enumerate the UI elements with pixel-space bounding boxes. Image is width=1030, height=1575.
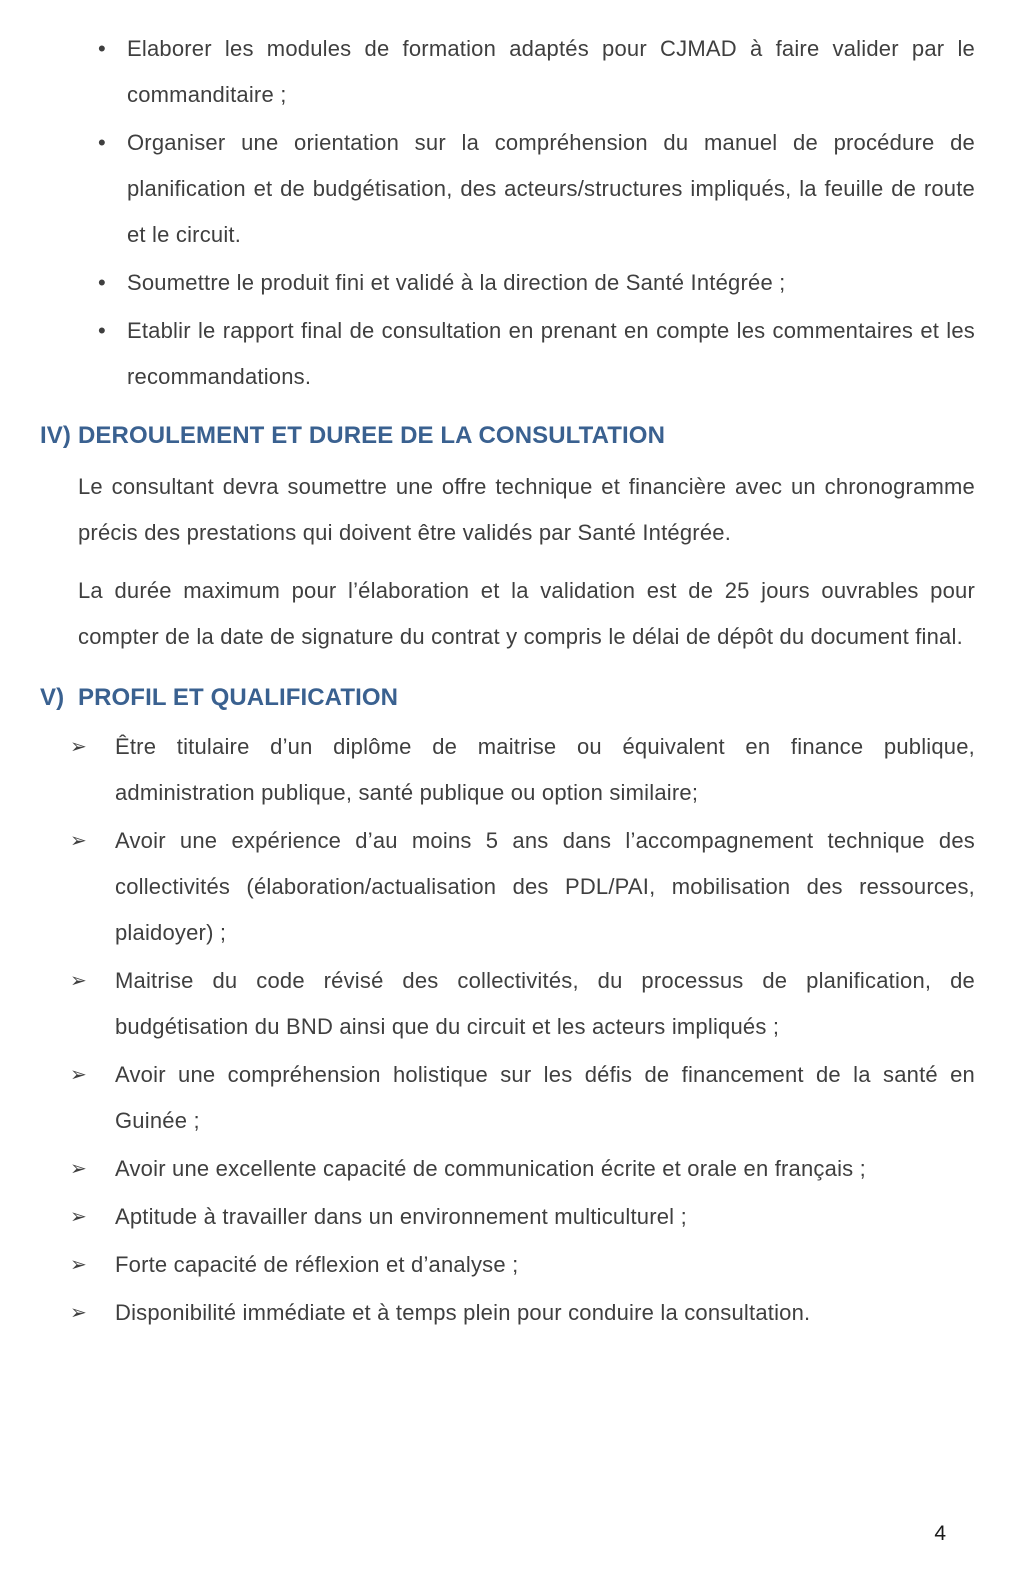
list-item-text: Être titulaire d’un diplôme de maitrise ou équivalent en finance publique, administration publique, santé publique ou option similaire; xyxy=(115,734,975,805)
list-item-text: Etablir le rapport final de consultation en prenant en compte les commentaires et les recommandations. xyxy=(127,318,975,389)
list-item xyxy=(40,724,975,816)
arrow-bullet-icon: ➢ xyxy=(70,736,87,758)
list-item xyxy=(40,120,975,258)
list-item xyxy=(40,1242,975,1288)
list-item xyxy=(40,818,975,956)
list-item-text: Avoir une excellente capacité de communication écrite et orale en français ; xyxy=(115,1156,866,1181)
list-item-text: Avoir une expérience d’au moins 5 ans dans l’accompagnement technique des collectivités (élaboration/actualisation des PDL/PAI, mobilisation des ressources, plaidoyer) ; xyxy=(115,828,975,945)
list-item xyxy=(40,1052,975,1144)
arrow-bullet-icon: ➢ xyxy=(70,1254,87,1276)
list-item xyxy=(40,1290,975,1336)
section-number: V) xyxy=(40,684,65,711)
dot-bullet-icon: • xyxy=(98,130,106,155)
dot-bullet-icon: • xyxy=(98,318,106,343)
paragraph-offre-technique: Le consultant devra soumettre une offre technique et financière avec un chronogramme précis des prestations qui doivent être validés par Santé Intégrée. xyxy=(78,474,975,545)
dot-bullet-icon: • xyxy=(98,270,106,295)
arrow-bullet-icon: ➢ xyxy=(70,830,87,852)
list-item xyxy=(40,958,975,1050)
list-item-text: Maitrise du code révisé des collectivités, du processus de planification, de budgétisation du BND ainsi que du circuit et les acteurs impliqués ; xyxy=(115,968,975,1039)
list-item-text: Forte capacité de réflexion et d’analyse ; xyxy=(115,1252,519,1277)
tasks-list xyxy=(40,26,975,400)
section-heading-profil xyxy=(40,682,975,714)
qualifications-list xyxy=(40,724,975,1336)
paragraph-duree-maximum: La durée maximum pour l’élaboration et la validation est de 25 jours ouvrables pour compter de la date de signature du contrat y compris le délai de dépôt du document final. xyxy=(78,578,975,649)
arrow-bullet-icon: ➢ xyxy=(70,1206,87,1228)
arrow-bullet-icon: ➢ xyxy=(70,970,87,992)
list-item-text: Aptitude à travailler dans un environnement multiculturel ; xyxy=(115,1204,687,1229)
list-item xyxy=(40,26,975,118)
list-item-text: Organiser une orientation sur la compréhension du manuel de procédure de planification et de budgétisation, des acteurs/structures impliqués, la feuille de route et le circuit. xyxy=(127,130,975,247)
list-item xyxy=(40,1194,975,1240)
list-item xyxy=(40,1146,975,1192)
arrow-bullet-icon: ➢ xyxy=(70,1158,87,1180)
list-item-text: Avoir une compréhension holistique sur les défis de financement de la santé en Guinée ; xyxy=(115,1062,975,1133)
list-item xyxy=(40,308,975,400)
arrow-bullet-icon: ➢ xyxy=(70,1064,87,1086)
section-heading-deroulement xyxy=(40,420,975,452)
page-number: 4 xyxy=(934,1522,946,1545)
dot-bullet-icon: • xyxy=(98,36,106,61)
section-title: DEROULEMENT ET DUREE DE LA CONSULTATION xyxy=(78,422,666,449)
list-item-text: Disponibilité immédiate et à temps plein pour conduire la consultation. xyxy=(115,1300,811,1325)
list-item-text: Elaborer les modules de formation adaptés pour CJMAD à faire valider par le commanditaire ; xyxy=(127,36,975,107)
list-item-text: Soumettre le produit fini et validé à la direction de Santé Intégrée ; xyxy=(127,270,786,295)
section-title: PROFIL ET QUALIFICATION xyxy=(78,684,399,711)
section-number: IV) xyxy=(40,422,71,449)
arrow-bullet-icon: ➢ xyxy=(70,1302,87,1324)
list-item xyxy=(40,260,975,306)
